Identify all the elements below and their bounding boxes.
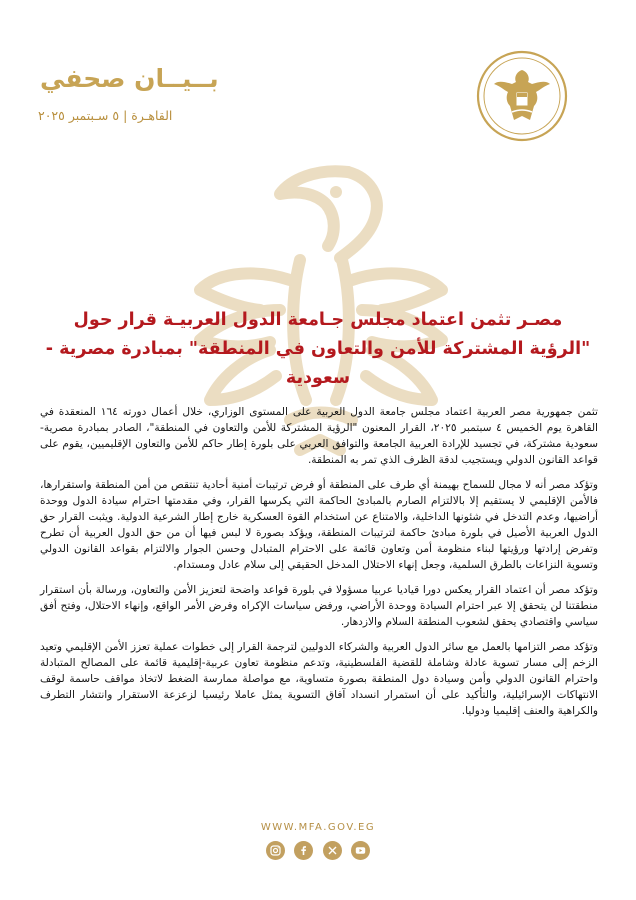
ministry-emblem-icon xyxy=(476,50,568,142)
dateline: القاهـرة | ٥ سـبتمبر ٢٠٢٥ xyxy=(38,108,173,123)
youtube-icon[interactable] xyxy=(351,841,370,860)
document-type-heading: بــيــان صحفي xyxy=(40,64,219,93)
body-paragraph: تثمن جمهورية مصر العربية اعتماد مجلس جامعة الدول العربية على المستوى الوزاري، خلال أعمال دورته ١٦٤ المنعقدة في القاهرة يوم الخميس ٤ سبتمبر ٢٠٢٥، القرار المعنون "الرؤية المشتركة للأمن والتعاون في المنطقة"، الصادر بمبادرة مصرية-سعودية مشتركة، في تجسيد للإرادة العربية الجامعة والتوافق العربي على بلورة إطار حاكم للأمن والتعاون الإقليميين، يقوم على قواعد القانون الدولي ويستجيب لدقة الظرف الذي تمر به المنطقة. xyxy=(40,406,599,466)
social-icons-row xyxy=(0,840,636,860)
website-link[interactable]: WWW.MFA.GOV.EG xyxy=(260,822,376,833)
press-release-body xyxy=(40,404,598,728)
x-icon[interactable] xyxy=(323,841,342,860)
press-release-title xyxy=(20,306,616,393)
page-footer xyxy=(0,810,636,900)
title-line: "الرؤية المشتركة للأمن والتعاون في المنطقة" بمبادرة مصرية - سعودية xyxy=(45,339,591,388)
facebook-icon[interactable] xyxy=(294,841,313,860)
body-paragraph: وتؤكد مصر أنه لا مجال للسماح بهيمنة أي طرف على المنطقة أو فرض ترتيبات أمنية أحادية تنتقص من أمن المنطقة واستقرارها، فالأمن الإقليمي لا يستقيم إلا بالالتزام الصارم بالمبادئ الحاكمة التي يكرسها القرار، وفي مقدمتها احترام سيادة الدول ووحدة أراضيها، وعدم التدخل في شئونها الداخلية، والامتناع عن استخدام القوة العسكرية خارج إطار الشرعية الدولية. ويثبت القرار حق الدول العربية الأصيل في بلورة مبادئ حاكمة لترتيبات المنطقة، ويؤكد بصورة لا لبس فيها أن من حق الدول العربية أن تطرح وتفرض إرادتها ورؤيتها لبناء منظومة أمن وتعاون قائمة على الاحترام المتبادل وحسن الجوار والالتزام بقواعد القانون الدولي وتسوية النزاعات بالطرق السلمية، وجعل إنهاء الاحتلال المدخل الحقيقي إلى سلام عادل ومستدام. xyxy=(40,479,598,571)
body-paragraph: وتؤكد مصر التزامها بالعمل مع سائر الدول العربية والشركاء الدوليين لترجمة القرار إلى خطوات عملية تعزز الأمن الإقليمي وتعيد الزخم إلى مسار تسوية عادلة وشاملة للقضية الفلسطينية، وتدعم منظومة تعاون عربية-إقليمية قائمة على المصالح المتبادلة واحترام القانون الدولي وأمن وسيادة دول المنطقة بصورة متساوية، مع مواصلة ممارسة الضغط لاتخاذ مواقف حاسمة لوقف الانتهاكات الإسرائيلية، والتأكيد على أن استمرار انسداد آفاق التسوية يمثل عاملا رئيسيا لزعزعة الاستقرار وانتشار التطرف والكراهية والعنف إقليميا ودوليا. xyxy=(40,641,598,717)
body-paragraph: وتؤكد مصر أن اعتماد القرار يعكس دورا قياديا عربيا مسؤولا في بلورة قواعد واضحة لتعزيز الأمن والتعاون، ورسالة بأن استقرار منطقتنا لن يتحقق إلا عبر احترام السيادة ووحدة الأراضي، ورفض سياسات الإكراه وفرض الأمر الواقع، وإنهاء الاحتلال، وفتح أفق سياسي واقتصادي يحقق لشعوب المنطقة السلام والازدهار. xyxy=(40,584,598,628)
title-line: مصـر تثمن اعتماد مجلس جـامعة الدول العربيـة قرار حول xyxy=(73,310,563,330)
instagram-icon[interactable] xyxy=(266,841,285,860)
